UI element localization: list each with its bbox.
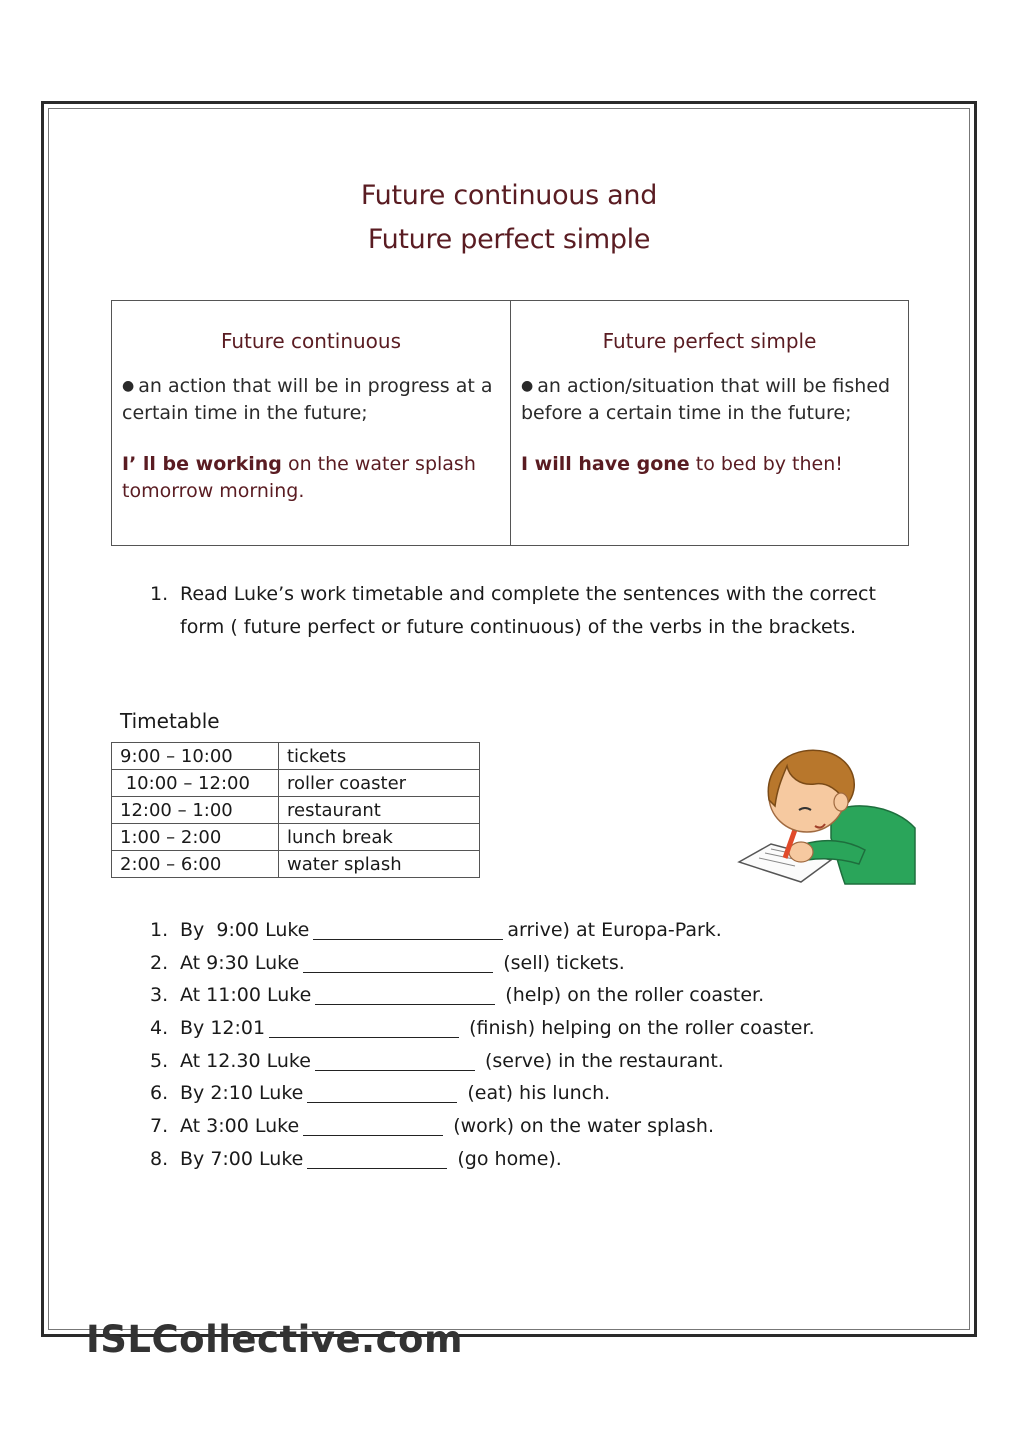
timetable-row (112, 770, 480, 797)
timetable-activity: water splash (279, 851, 480, 878)
exercise-prefix: By 9:00 Luke (180, 919, 310, 941)
timetable-activity: lunch break (279, 824, 480, 851)
exercise-suffix: (serve) in the restaurant. (478, 1049, 724, 1072)
grammar-example (122, 451, 500, 505)
exercise-number: 1. (150, 919, 169, 941)
title-line-2: Future perfect simple (367, 224, 651, 255)
title-line-1: Future continuous and (360, 180, 658, 211)
timetable-time: 12:00 – 1:00 (112, 797, 279, 824)
timetable-activity: tickets (279, 743, 480, 770)
timetable-label: Timetable (120, 709, 220, 733)
exercise-item (150, 1077, 870, 1110)
answer-blank[interactable] (315, 982, 495, 1005)
timetable-time: 2:00 – 6:00 (112, 851, 279, 878)
exercise-item (150, 1110, 870, 1143)
exercise-prefix: At 12.30 Luke (180, 1049, 311, 1072)
grammar-description (122, 373, 500, 427)
exercise-suffix: arrive) at Europa-Park. (507, 919, 722, 941)
watermark: ISLCollective.com (86, 1318, 464, 1361)
exercise-number: 6. (150, 1082, 169, 1105)
exercise-number: 4. (150, 1017, 169, 1040)
timetable-activity: roller coaster (279, 770, 480, 797)
timetable-row (112, 851, 480, 878)
exercise-suffix: (sell) tickets. (497, 951, 625, 974)
timetable-row (112, 824, 480, 851)
timetable-row (112, 797, 480, 824)
timetable-time: 1:00 – 2:00 (112, 824, 279, 851)
timetable-row (112, 743, 480, 770)
exercise-suffix: (work) on the water splash. (447, 1115, 715, 1138)
timetable-activity: restaurant (279, 797, 480, 824)
task-number: 1. (150, 583, 169, 605)
grammar-description (521, 373, 898, 427)
bullet-icon: ● (122, 378, 135, 394)
exercise-suffix: (eat) his lunch. (461, 1082, 611, 1105)
answer-blank[interactable] (303, 950, 493, 973)
exercise-item (150, 979, 870, 1012)
exercise-prefix: At 3:00 Luke (180, 1115, 300, 1138)
exercise-number: 3. (150, 984, 169, 1007)
bullet-icon: ● (521, 378, 534, 394)
grammar-heading: Future continuous (220, 329, 402, 353)
answer-blank[interactable] (313, 917, 503, 940)
example-highlight: I will have gone (521, 453, 690, 475)
timetable (111, 742, 480, 878)
answer-blank[interactable] (303, 1113, 443, 1136)
task-text: Read Luke’s work timetable and complete the sentences with the correct form ( future perfect or future continuous) of the verbs in the brackets. (180, 583, 876, 638)
exercise-prefix: By 7:00 Luke (180, 1147, 304, 1170)
example-rest: to bed by then! (689, 453, 843, 475)
exercise-item (150, 914, 870, 947)
answer-blank[interactable] (315, 1048, 475, 1071)
boy-writing-icon (735, 740, 917, 886)
example-highlight: I’ ll be working (122, 453, 282, 475)
exercise-prefix: At 9:30 Luke (180, 951, 300, 974)
exercise-suffix: (go home). (451, 1147, 562, 1170)
grammar-description-text: an action that will be in progress at a certain time in the future; (122, 375, 493, 424)
answer-blank[interactable] (307, 1080, 457, 1103)
exercise-item (150, 1143, 870, 1176)
exercise-number: 2. (150, 951, 169, 974)
timetable-time: 9:00 – 10:00 (112, 743, 279, 770)
exercise-prefix: At 11:00 Luke (180, 984, 312, 1007)
grammar-col-future-continuous (112, 301, 510, 545)
timetable-time: 10:00 – 12:00 (112, 770, 279, 797)
answer-blank[interactable] (269, 1015, 459, 1038)
exercise-item (150, 1012, 870, 1045)
exercise-number: 7. (150, 1115, 169, 1138)
exercise-item (150, 1045, 870, 1078)
grammar-description-text: an action/situation that will be fished before a certain time in the future; (521, 375, 891, 424)
grammar-heading: Future perfect simple (602, 329, 817, 353)
exercise-list (150, 914, 870, 1176)
exercise-prefix: By 12:01 (180, 1017, 266, 1040)
exercise-suffix: (help) on the roller coaster. (499, 984, 765, 1007)
grammar-example (521, 451, 898, 478)
answer-blank[interactable] (307, 1146, 447, 1169)
exercise-prefix: By 2:10 Luke (180, 1082, 304, 1105)
exercise-item (150, 947, 870, 980)
exercise-number: 5. (150, 1049, 169, 1072)
exercise-suffix: (finish) helping on the roller coaster. (463, 1017, 815, 1040)
grammar-col-future-perfect (510, 301, 908, 545)
exercise-number: 8. (150, 1147, 169, 1170)
grammar-table (111, 300, 909, 546)
task-instructions (150, 578, 890, 644)
example-rest: on the water splash tomorrow morning. (122, 453, 476, 502)
